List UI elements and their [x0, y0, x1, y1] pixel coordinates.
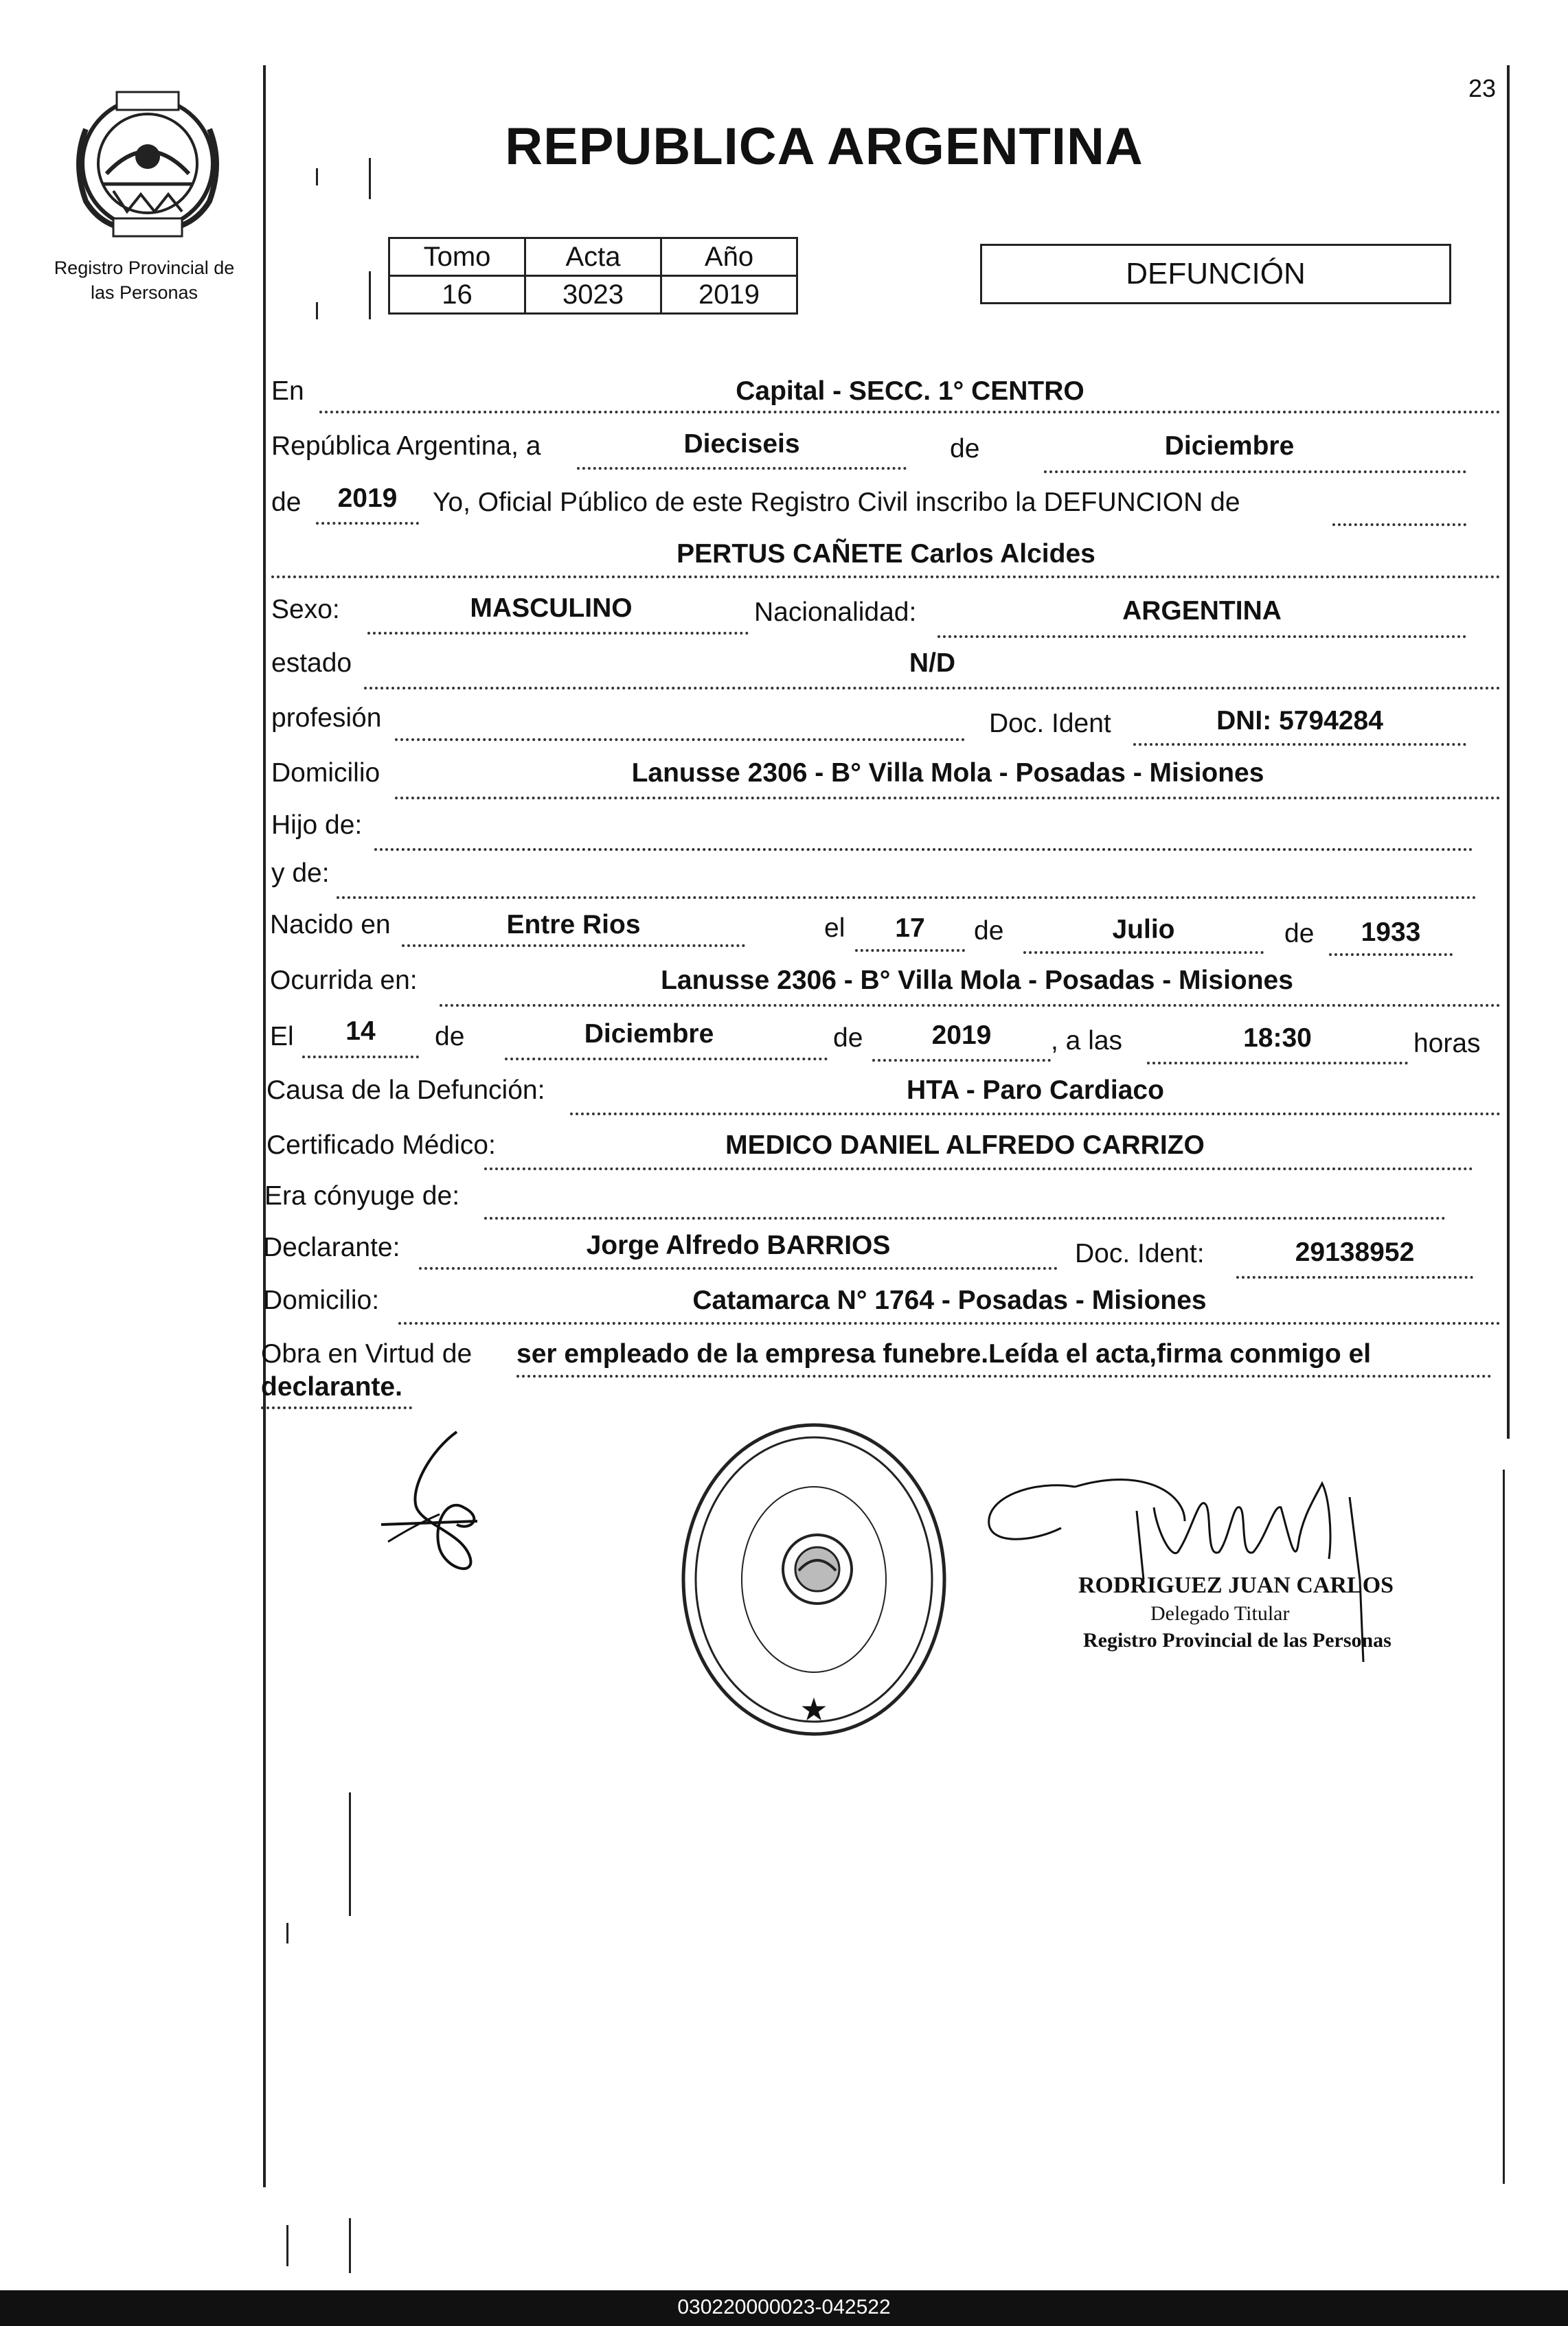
de2-label: de [974, 916, 1004, 946]
binding-mark [349, 1792, 351, 1916]
estado-label: estado [271, 648, 352, 678]
nacionalidad-label: Nacionalidad: [754, 597, 917, 627]
fill-line [1329, 953, 1453, 956]
domicilio-value: Lanusse 2306 - B° Villa Mola - Posadas - Misiones [631, 758, 1264, 788]
decl-doc-label: Doc. Ident: [1075, 1239, 1205, 1268]
a-las-label: , a las [1051, 1026, 1123, 1056]
registry-label: Registro Provincial de las Personas [54, 258, 235, 303]
hijo-label: Hijo de: [271, 810, 363, 840]
anio-value: 2019 [661, 276, 797, 314]
el-label: el [824, 913, 845, 943]
birth-month: Julio [1112, 915, 1175, 944]
fill-line [402, 944, 745, 947]
y-de-label: y de: [271, 858, 330, 888]
el2-label: El [270, 1022, 294, 1051]
binding-mark [286, 2225, 288, 2266]
nacido-label: Nacido en [270, 910, 391, 939]
fill-line [319, 411, 1501, 413]
year-prefix: de [271, 488, 302, 517]
official-stamp [677, 1418, 951, 1741]
fill-line [872, 1059, 1051, 1062]
official-name: RODRIGUEZ JUAN CARLOS [1078, 1573, 1394, 1598]
fill-line [419, 1267, 1058, 1270]
fill-line [570, 1113, 1501, 1115]
binding-mark [286, 1923, 288, 1943]
ocurrida-value: Lanusse 2306 - B° Villa Mola - Posadas - Misiones [661, 966, 1293, 995]
de4-label: de [435, 1022, 465, 1051]
svg-text:★: ★ [799, 1691, 828, 1727]
fill-line [938, 635, 1466, 638]
nacido-value: Entre Rios [506, 910, 641, 939]
fill-line [505, 1058, 828, 1060]
fill-line [1044, 470, 1466, 473]
left-margin-line [263, 65, 266, 2187]
doc-ident-label: Doc. Ident [989, 709, 1111, 738]
fill-line [516, 1375, 1492, 1378]
causa-label: Causa de la Defunción: [266, 1075, 545, 1105]
certificado-value: MEDICO DANIEL ALFREDO CARRIZO [725, 1130, 1205, 1160]
domicilio2-value: Catamarca N° 1764 - Posadas - Misiones [692, 1286, 1207, 1315]
declarante-value: Jorge Alfredo BARRIOS [586, 1231, 891, 1260]
fill-line [261, 1406, 412, 1409]
domicilio-label: Domicilio [271, 758, 380, 788]
fill-line [316, 522, 419, 525]
binding-mark [316, 168, 318, 185]
horas-label: horas [1413, 1029, 1481, 1058]
fill-line [395, 738, 965, 741]
sexo-label: Sexo: [271, 595, 340, 624]
domicilio2-label: Domicilio: [263, 1286, 380, 1315]
causa-value: HTA - Paro Cardiaco [907, 1075, 1164, 1105]
en-label: En [271, 376, 304, 406]
decl-doc-value: 29138952 [1295, 1238, 1415, 1267]
de5-label: de [833, 1023, 863, 1053]
conyuge-label: Era cónyuge de: [264, 1181, 460, 1211]
declarant-signature [367, 1422, 491, 1580]
fill-line [440, 1004, 1501, 1007]
year-value: 2019 [337, 483, 398, 513]
acta-header: Acta [525, 238, 661, 276]
binding-mark [316, 302, 318, 319]
statement-text: Yo, Oficial Público de este Registro Civil inscribo la DEFUNCION de [433, 488, 1240, 517]
estado-value: N/D [909, 648, 956, 678]
fill-line [577, 467, 907, 470]
provincial-seal-icon [65, 81, 230, 246]
de3-label: de [1284, 919, 1315, 948]
fill-line [374, 848, 1473, 851]
obra-value-continued: declarante. [261, 1372, 402, 1402]
anio-header: Año [661, 238, 797, 276]
binding-mark [369, 158, 371, 199]
birth-year: 1933 [1361, 917, 1421, 947]
death-time: 18:30 [1243, 1023, 1312, 1053]
deceased-name: PERTUS CAÑETE Carlos Alcides [677, 539, 1095, 569]
footer-code: 030220000023-042522 [677, 2296, 891, 2318]
fill-line [337, 896, 1477, 899]
certificado-label: Certificado Médico: [266, 1130, 496, 1160]
fill-line [1023, 951, 1264, 954]
right-margin-line [1507, 65, 1510, 1439]
document-title: REPUBLICA ARGENTINA [505, 117, 1144, 176]
nacionalidad-value: ARGENTINA [1122, 596, 1282, 626]
fill-line [1332, 523, 1466, 526]
sexo-value: MASCULINO [470, 593, 633, 623]
right-margin-line-lower [1503, 1470, 1505, 2184]
fill-line [484, 1217, 1446, 1220]
profesion-label: profesión [271, 703, 382, 733]
fill-line [271, 575, 1501, 578]
fill-line [1133, 743, 1466, 746]
fill-line [855, 949, 965, 952]
reference-table [388, 237, 798, 315]
fill-line [367, 632, 749, 635]
fill-line [1147, 1062, 1408, 1064]
fill-line [484, 1167, 1473, 1170]
document-type-box: DEFUNCIÓN [980, 244, 1451, 304]
fill-line [395, 797, 1501, 799]
doc-ident-value: DNI: 5794284 [1216, 706, 1383, 736]
fill-line [364, 687, 1501, 689]
obra-value: ser empleado de la empresa funebre.Leída el acta,firma conmigo el [516, 1339, 1372, 1369]
official-role: Delegado Titular [1150, 1602, 1290, 1625]
acta-value: 3023 [525, 276, 661, 314]
page-number: 23 [1468, 74, 1497, 102]
fill-line [302, 1056, 419, 1058]
month-value: Diciembre [1164, 431, 1295, 461]
fill-line [398, 1322, 1501, 1325]
binding-mark [349, 2218, 351, 2273]
tomo-header: Tomo [389, 238, 525, 276]
tomo-value: 16 [389, 276, 525, 314]
death-day: 14 [345, 1016, 376, 1046]
declarante-label: Declarante: [263, 1233, 400, 1262]
day-value: Dieciseis [683, 429, 800, 459]
fill-line [1236, 1276, 1473, 1279]
binding-mark [369, 271, 371, 319]
death-month: Diciembre [584, 1019, 714, 1049]
death-year: 2019 [931, 1021, 992, 1050]
official-registry: Registro Provincial de las Personas [1083, 1629, 1391, 1652]
republica-label: República Argentina, a [271, 431, 541, 461]
birth-day: 17 [895, 913, 925, 943]
de-label: de [950, 434, 980, 464]
ocurrida-label: Ocurrida en: [270, 966, 418, 995]
obra-label: Obra en Virtud de [261, 1339, 473, 1369]
en-value: Capital - SECC. 1° CENTRO [736, 376, 1084, 406]
